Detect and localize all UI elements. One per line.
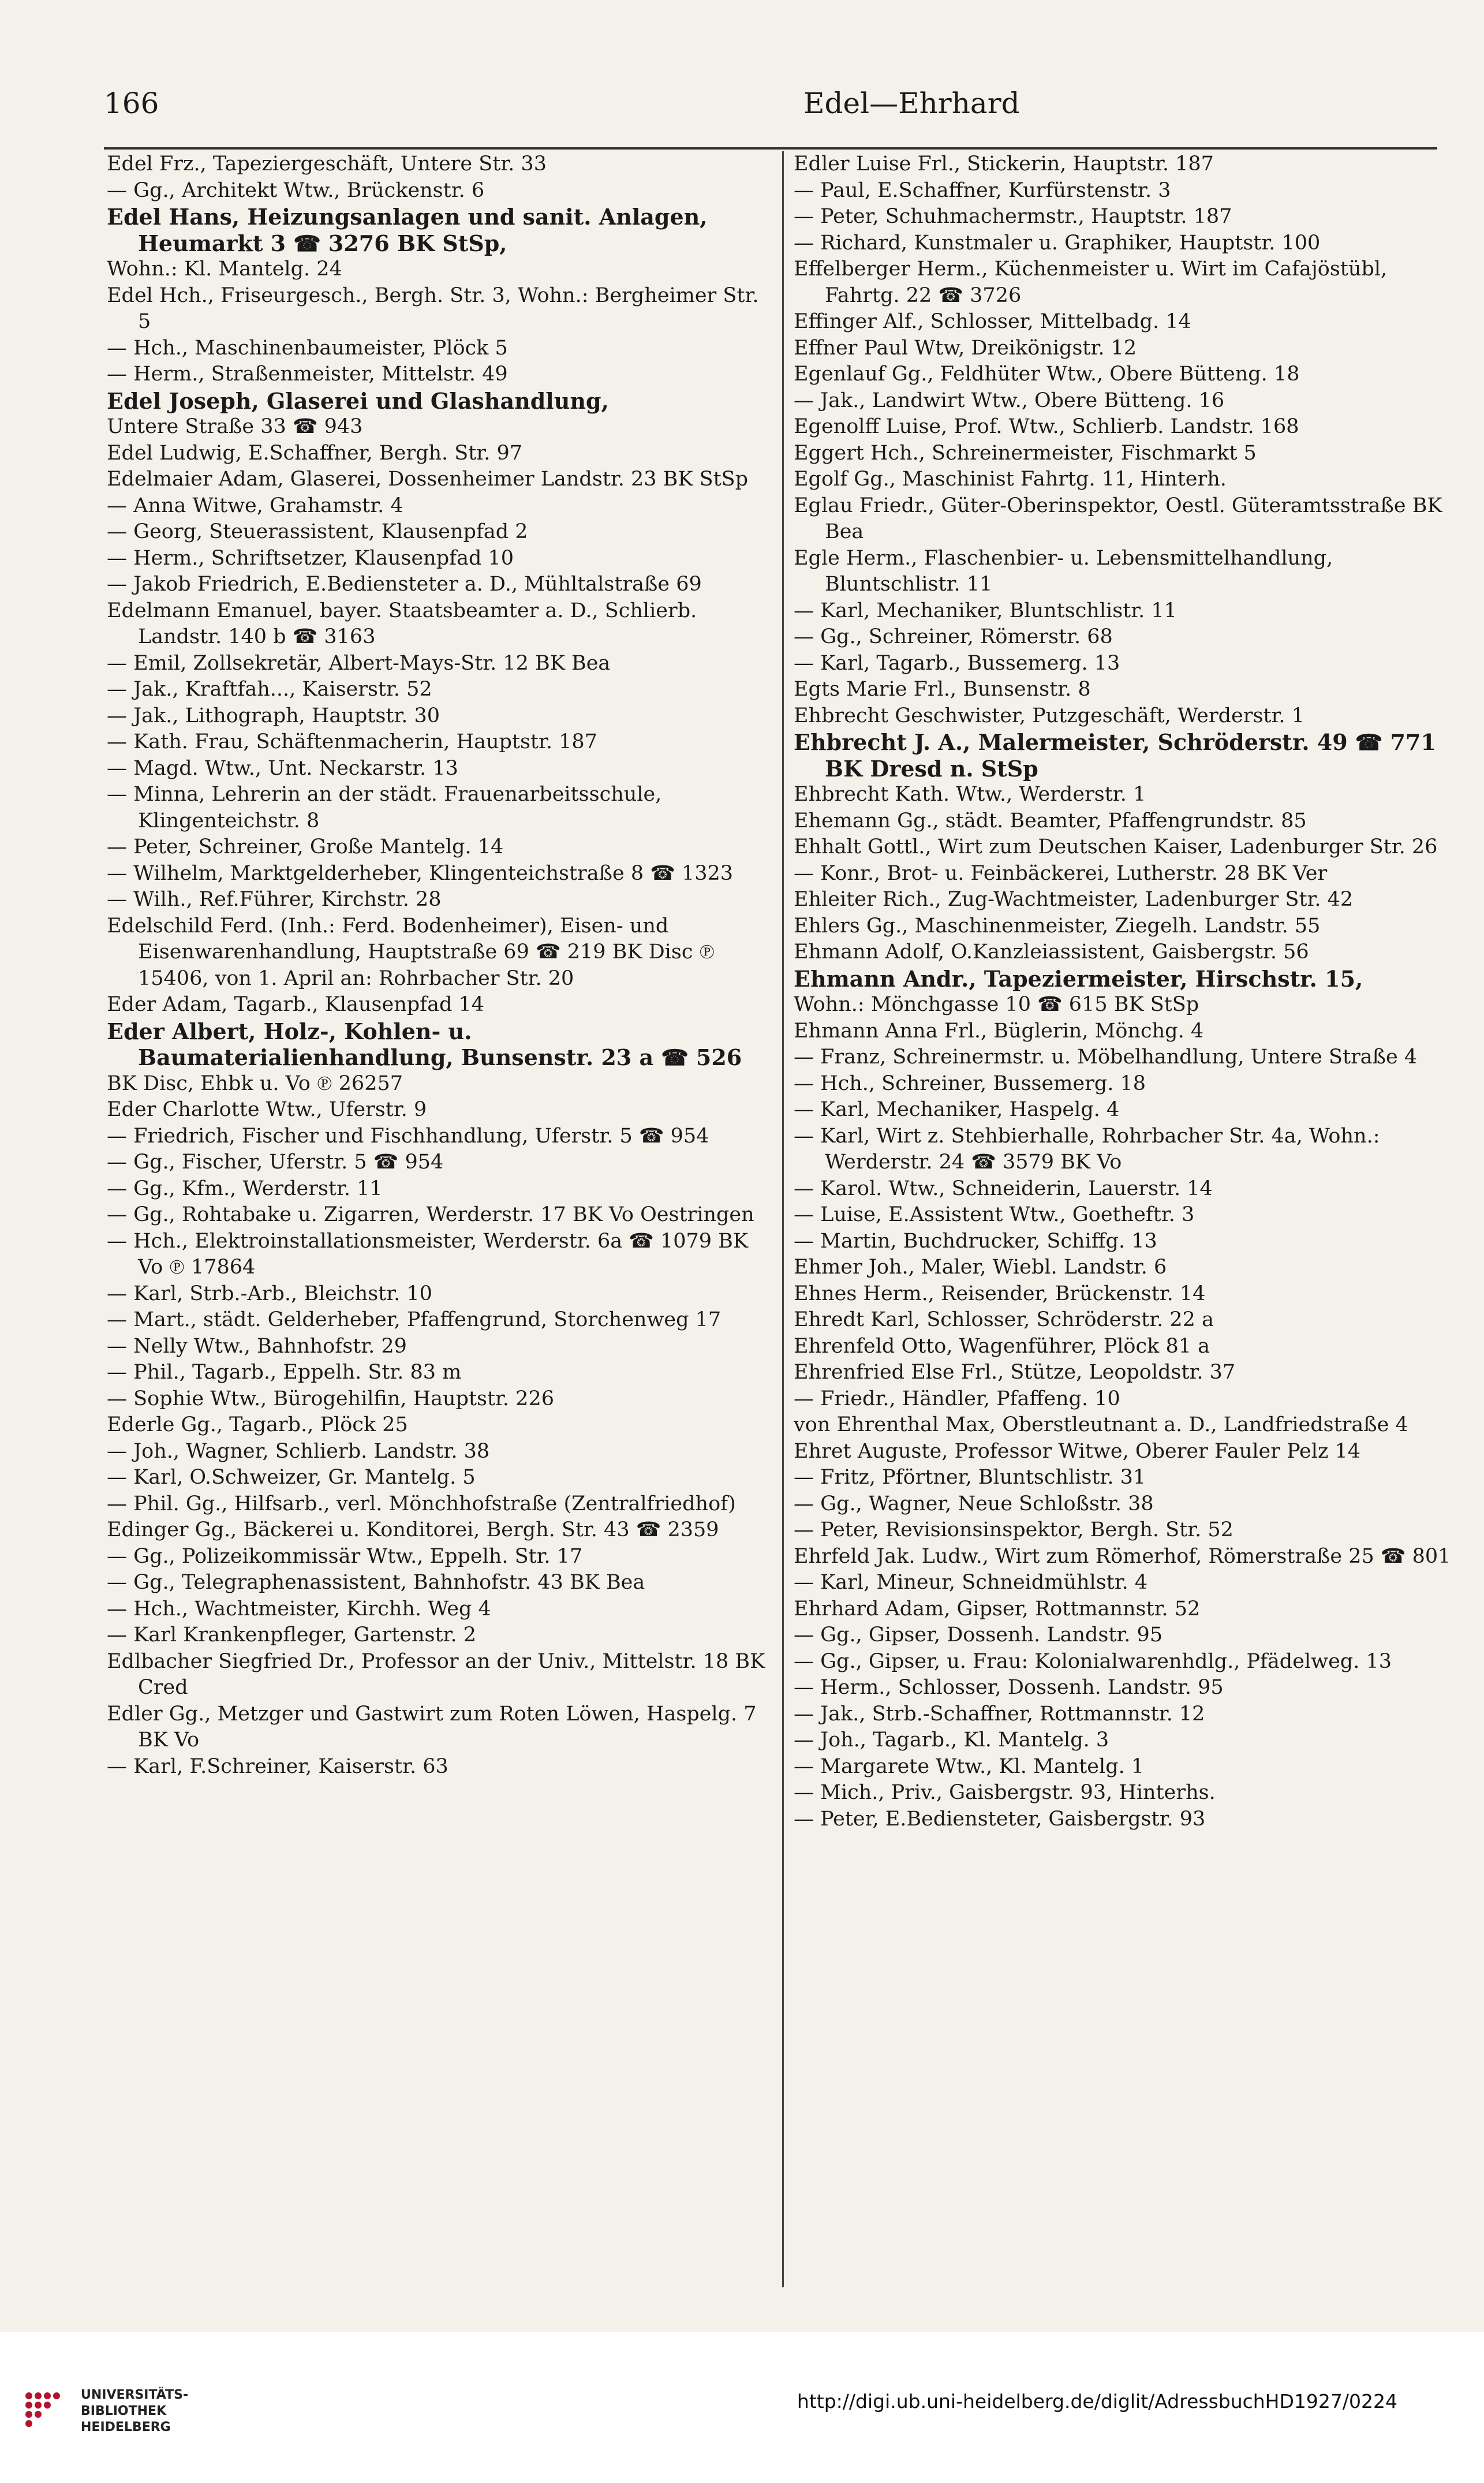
directory-entry: Eder Charlotte Wtw., Uferstr. 9	[107, 1098, 427, 1121]
left-column	[107, 151, 771, 1780]
directory-entry: — Herm., Schlosser, Dossenh. Landstr. 95	[794, 1676, 1224, 1699]
directory-entry: Ehhalt Gottl., Wirt zum Deutschen Kaiser, Ladenburger Str. 26	[794, 835, 1438, 858]
directory-entry: Ehbrecht J. A., Malermeister, Schröderstr. 49 ☎ 771 BK Dresd n. StSp	[794, 729, 1436, 782]
directory-entry: — Wilh., Ref.Führer, Kirchstr. 28	[107, 888, 442, 911]
university-library-logo-icon	[17, 2384, 75, 2442]
directory-entry: Edler Gg., Metzger und Gastwirt zum Roten Löwen, Haspelg. 7 BK Vo	[107, 1702, 757, 1752]
directory-entry: — Herm., Schriftsetzer, Klausenpfad 10	[107, 546, 514, 570]
directory-entry: — Peter, Revisionsinspektor, Bergh. Str. 52	[794, 1518, 1233, 1541]
library-line-1: UNIVERSITÄTS-	[81, 2388, 189, 2402]
directory-entry: Eder Adam, Tagarb., Klausenpfad 14	[107, 993, 485, 1016]
directory-entry: — Joh., Tagarb., Kl. Mantelg. 3	[794, 1728, 1109, 1752]
source-url-link[interactable]: http://digi.ub.uni-heidelberg.de/diglit/AdressbuchHD1927/0224	[797, 2390, 1397, 2413]
directory-entry: — Karl, F.Schreiner, Kaiserstr. 63	[107, 1754, 448, 1778]
directory-entry: Edelmaier Adam, Glaserei, Dossenheimer Landstr. 23 BK StSp	[107, 468, 749, 491]
directory-entry: Ehredt Karl, Schlosser, Schröderstr. 22 a	[794, 1308, 1214, 1331]
directory-entry: Eder Albert, Holz-, Kohlen- u. Baumaterialienhandlung, Bunsenstr. 23 a ☎ 526	[107, 1018, 742, 1070]
library-name	[81, 2387, 188, 2436]
directory-entry: — Peter, Schreiner, Große Mantelg. 14	[107, 835, 504, 858]
directory-entry: Ehrenfeld Otto, Wagenführer, Plöck 81 a	[794, 1334, 1210, 1358]
directory-entry: Edel Frz., Tapeziergeschäft, Untere Str. 33	[107, 152, 547, 176]
directory-entry: — Anna Witwe, Grahamstr. 4	[107, 494, 403, 517]
directory-entry: — Gg., Architekt Wtw., Brückenstr. 6	[107, 178, 485, 202]
directory-entry: Edelschild Ferd. (Inh.: Ferd. Bodenheimer), Eisen- und Eisenwarenhandlung, Hauptstraße 69 ☎ 219 BK Disc ℗ 15406, von 1. April an: Rohrbacher Str. 20	[107, 914, 715, 990]
directory-entry: — Karl, Mechaniker, Bluntschlistr. 11	[794, 599, 1177, 622]
directory-entry: — Luise, E.Assistent Wtw., Goetheftr. 3	[794, 1203, 1195, 1226]
directory-entry: — Karl Krankenpfleger, Gartenstr. 2	[107, 1623, 476, 1646]
directory-entry: Ehmann Anna Frl., Büglerin, Mönchg. 4	[794, 1019, 1204, 1043]
directory-entry: Wohn.: Kl. Mantelg. 24	[107, 257, 342, 281]
directory-entry: Ehmann Adolf, O.Kanzleiassistent, Gaisbergstr. 56	[794, 940, 1309, 964]
directory-entry: — Martin, Buchdrucker, Schiffg. 13	[794, 1229, 1157, 1253]
directory-entry: — Karol. Wtw., Schneiderin, Lauerstr. 14	[794, 1177, 1213, 1200]
directory-entry: — Gg., Fischer, Uferstr. 5 ☎ 954	[107, 1151, 444, 1174]
directory-entry: Ehrenfried Else Frl., Stütze, Leopoldstr. 37	[794, 1361, 1236, 1384]
page-header	[104, 87, 1484, 133]
directory-entry: — Phil. Gg., Hilfsarb., verl. Mönchhofstraße (Zentralfriedhof)	[107, 1492, 736, 1515]
directory-entry: Edinger Gg., Bäckerei u. Konditorei, Bergh. Str. 43 ☎ 2359	[107, 1518, 719, 1541]
directory-entry: Edel Ludwig, E.Schaffner, Bergh. Str. 97	[107, 441, 522, 465]
directory-entry: Edelmann Emanuel, bayer. Staatsbeamter a. D., Schlierb. Landstr. 140 b ☎ 3163	[107, 599, 697, 648]
directory-entry: — Nelly Wtw., Bahnhofstr. 29	[107, 1334, 407, 1358]
directory-entry: — Jak., Kraftfah..., Kaiserstr. 52	[107, 678, 432, 701]
directory-entry: Ehnes Herm., Reisender, Brückenstr. 14	[794, 1282, 1206, 1305]
directory-entry: — Franz, Schreinermstr. u. Möbelhandlung, Untere Straße 4	[794, 1046, 1418, 1069]
directory-entry: — Sophie Wtw., Bürogehilfin, Hauptstr. 226	[107, 1387, 554, 1410]
directory-entry: Wohn.: Mönchgasse 10 ☎ 615 BK StSp	[794, 993, 1199, 1016]
directory-entry: Edel Joseph, Glaserei und Glashandlung,	[107, 387, 609, 414]
directory-entry: — Richard, Kunstmaler u. Graphiker, Hauptstr. 100	[794, 231, 1321, 255]
library-line-2: BIBLIOTHEK	[81, 2404, 167, 2418]
directory-entry: Ehleiter Rich., Zug-Wachtmeister, Ladenburger Str. 42	[794, 888, 1354, 911]
directory-entry: — Georg, Steuerassistent, Klausenpfad 2	[107, 520, 528, 543]
directory-entry: Effner Paul Wtw, Dreikönigstr. 12	[794, 336, 1137, 360]
directory-entry: — Gg., Rohtabake u. Zigarren, Werderstr. 17 BK Vo Oestringen	[107, 1203, 754, 1226]
directory-entry: Eglau Friedr., Güter-Oberinspektor, Oestl. Güteramtsstraße BK Bea	[794, 494, 1442, 543]
directory-entry: Effelberger Herm., Küchenmeister u. Wirt im Cafajöstübl, Fahrtg. 22 ☎ 3726	[794, 257, 1388, 307]
directory-entry: — Konr., Brot- u. Feinbäckerei, Lutherstr. 28 BK Ver	[794, 861, 1328, 885]
directory-entry: Egolf Gg., Maschinist Fahrtg. 11, Hinterh.	[794, 468, 1227, 491]
directory-entry: — Friedr., Händler, Pfaffeng. 10	[794, 1387, 1120, 1410]
directory-entry: — Margarete Wtw., Kl. Mantelg. 1	[794, 1754, 1145, 1778]
directory-entry: Ehrfeld Jak. Ludw., Wirt zum Römerhof, Römerstraße 25 ☎ 801	[794, 1544, 1451, 1568]
directory-entry: — Gg., Kfm., Werderstr. 11	[107, 1177, 383, 1200]
footer	[0, 2332, 1484, 2483]
directory-entry: Ehrhard Adam, Gipser, Rottmannstr. 52	[794, 1597, 1201, 1621]
column-divider	[782, 151, 784, 2287]
directory-entry: — Hch., Elektroinstallationsmeister, Werderstr. 6a ☎ 1079 BK Vo ℗ 17864	[107, 1229, 749, 1279]
directory-entry: — Kath. Frau, Schäftenmacherin, Hauptstr. 187	[107, 730, 597, 753]
header-rule	[104, 147, 1437, 150]
directory-entry: Ederle Gg., Tagarb., Plöck 25	[107, 1413, 408, 1436]
directory-entry: — Karl, Mechaniker, Haspelg. 4	[794, 1098, 1120, 1121]
page-number: 166	[104, 87, 159, 120]
directory-entry: Ehret Auguste, Professor Witwe, Oberer Fauler Pelz 14	[794, 1439, 1361, 1463]
directory-entry: Edlbacher Siegfried Dr., Professor an der Univ., Mittelstr. 18 BK Cred	[107, 1649, 765, 1699]
directory-entry: — Jak., Strb.-Schaffner, Rottmannstr. 12	[794, 1702, 1205, 1726]
directory-entry: — Karl, Wirt z. Stehbierhalle, Rohrbacher Str. 4a, Wohn.: Werderstr. 24 ☎ 3579 BK Vo	[794, 1124, 1380, 1174]
directory-entry: Ehmann Andr., Tapeziermeister, Hirschstr. 15,	[794, 965, 1363, 992]
directory-entry: — Mart., städt. Gelderheber, Pfaffengrund, Storchenweg 17	[107, 1308, 722, 1331]
directory-entry: Untere Straße 33 ☎ 943	[107, 415, 363, 438]
directory-entry: Effinger Alf., Schlosser, Mittelbadg. 14	[794, 310, 1191, 333]
directory-entry: — Gg., Gipser, Dossenh. Landstr. 95	[794, 1623, 1163, 1646]
library-line-3: HEIDELBERG	[81, 2420, 171, 2435]
directory-entry: — Paul, E.Schaffner, Kurfürstenstr. 3	[794, 178, 1171, 202]
directory-entry: — Hch., Maschinenbaumeister, Plöck 5	[107, 336, 508, 360]
right-column	[794, 151, 1457, 1832]
directory-entry: — Karl, Mineur, Schneidmühlstr. 4	[794, 1571, 1148, 1594]
directory-entry: — Phil., Tagarb., Eppelh. Str. 83 m	[107, 1361, 462, 1384]
directory-entry: Egts Marie Frl., Bunsenstr. 8	[794, 678, 1091, 701]
directory-entry: — Gg., Schreiner, Römerstr. 68	[794, 625, 1113, 648]
directory-entry: — Minna, Lehrerin an der städt. Frauenarbeitsschule, Klingenteichstr. 8	[107, 783, 662, 832]
directory-entry: — Karl, Tagarb., Bussemerg. 13	[794, 651, 1120, 675]
directory-entry: BK Disc, Ehbk u. Vo ℗ 26257	[107, 1071, 403, 1095]
directory-entry: von Ehrenthal Max, Oberstleutnant a. D., Landfriedstraße 4	[794, 1413, 1408, 1436]
directory-entry: — Gg., Wagner, Neue Schloßstr. 38	[794, 1492, 1154, 1515]
directory-entry: — Hch., Schreiner, Bussemerg. 18	[794, 1071, 1146, 1095]
directory-entry: — Mich., Priv., Gaisbergstr. 93, Hinterhs.	[794, 1781, 1216, 1804]
directory-entry: — Gg., Gipser, u. Frau: Kolonialwarenhdlg., Pfädelweg. 13	[794, 1649, 1392, 1673]
directory-entry: — Gg., Polizeikommissär Wtw., Eppelh. Str. 17	[107, 1544, 583, 1568]
directory-entry: — Herm., Straßenmeister, Mittelstr. 49	[107, 363, 508, 386]
directory-entry: — Wilhelm, Marktgelderheber, Klingenteichstraße 8 ☎ 1323	[107, 861, 734, 885]
directory-entry: Ehmer Joh., Maler, Wiebl. Landstr. 6	[794, 1256, 1167, 1279]
directory-entry: Egenlauf Gg., Feldhüter Wtw., Obere Bütteng. 18	[794, 363, 1300, 386]
directory-entry: — Peter, E.Bediensteter, Gaisbergstr. 93	[794, 1807, 1206, 1831]
directory-entry: — Karl, Strb.-Arb., Bleichstr. 10	[107, 1282, 432, 1305]
directory-entry: Ehlers Gg., Maschinenmeister, Ziegelh. Landstr. 55	[794, 914, 1321, 938]
directory-entry: — Hch., Wachtmeister, Kirchh. Weg 4	[107, 1597, 491, 1621]
directory-entry: Eggert Hch., Schreinermeister, Fischmarkt 5	[794, 441, 1257, 465]
directory-entry: — Emil, Zollsekretär, Albert-Mays-Str. 12 BK Bea	[107, 651, 611, 675]
directory-entry: Egenolff Luise, Prof. Wtw., Schlierb. Landstr. 168	[794, 415, 1299, 438]
directory-entry: Ehbrecht Kath. Wtw., Werderstr. 1	[794, 783, 1146, 806]
directory-entry: — Peter, Schuhmachermstr., Hauptstr. 187	[794, 205, 1232, 228]
directory-entry: — Fritz, Pförtner, Bluntschlistr. 31	[794, 1466, 1146, 1489]
directory-entry: — Karl, O.Schweizer, Gr. Mantelg. 5	[107, 1466, 476, 1489]
directory-entry: Ehemann Gg., städt. Beamter, Pfaffengrundstr. 85	[794, 809, 1307, 832]
directory-entry: — Gg., Telegraphenassistent, Bahnhofstr. 43 BK Bea	[107, 1571, 645, 1594]
directory-entry: — Jak., Lithograph, Hauptstr. 30	[107, 704, 440, 727]
directory-entry: Ehbrecht Geschwister, Putzgeschäft, Werderstr. 1	[794, 704, 1304, 727]
directory-entry: Edel Hch., Friseurgesch., Bergh. Str. 3, Wohn.: Bergheimer Str. 5	[107, 283, 759, 333]
directory-entry: — Joh., Wagner, Schlierb. Landstr. 38	[107, 1439, 490, 1463]
directory-entry: — Magd. Wtw., Unt. Neckarstr. 13	[107, 756, 458, 780]
running-head: Edel—Ehrhard	[803, 87, 1020, 120]
directory-entry: — Jak., Landwirt Wtw., Obere Bütteng. 16	[794, 389, 1225, 412]
directory-entry: Egle Herm., Flaschenbier- u. Lebensmittelhandlung, Bluntschlistr. 11	[794, 546, 1333, 596]
directory-entry: — Jakob Friedrich, E.Bediensteter a. D., Mühltalstraße 69	[107, 573, 702, 596]
directory-entry: Edler Luise Frl., Stickerin, Hauptstr. 187	[794, 152, 1214, 176]
directory-entry: — Friedrich, Fischer und Fischhandlung, Uferstr. 5 ☎ 954	[107, 1124, 709, 1148]
directory-entry: Edel Hans, Heizungsanlagen und sanit. Anlagen, Heumarkt 3 ☎ 3276 BK StSp,	[107, 204, 708, 256]
